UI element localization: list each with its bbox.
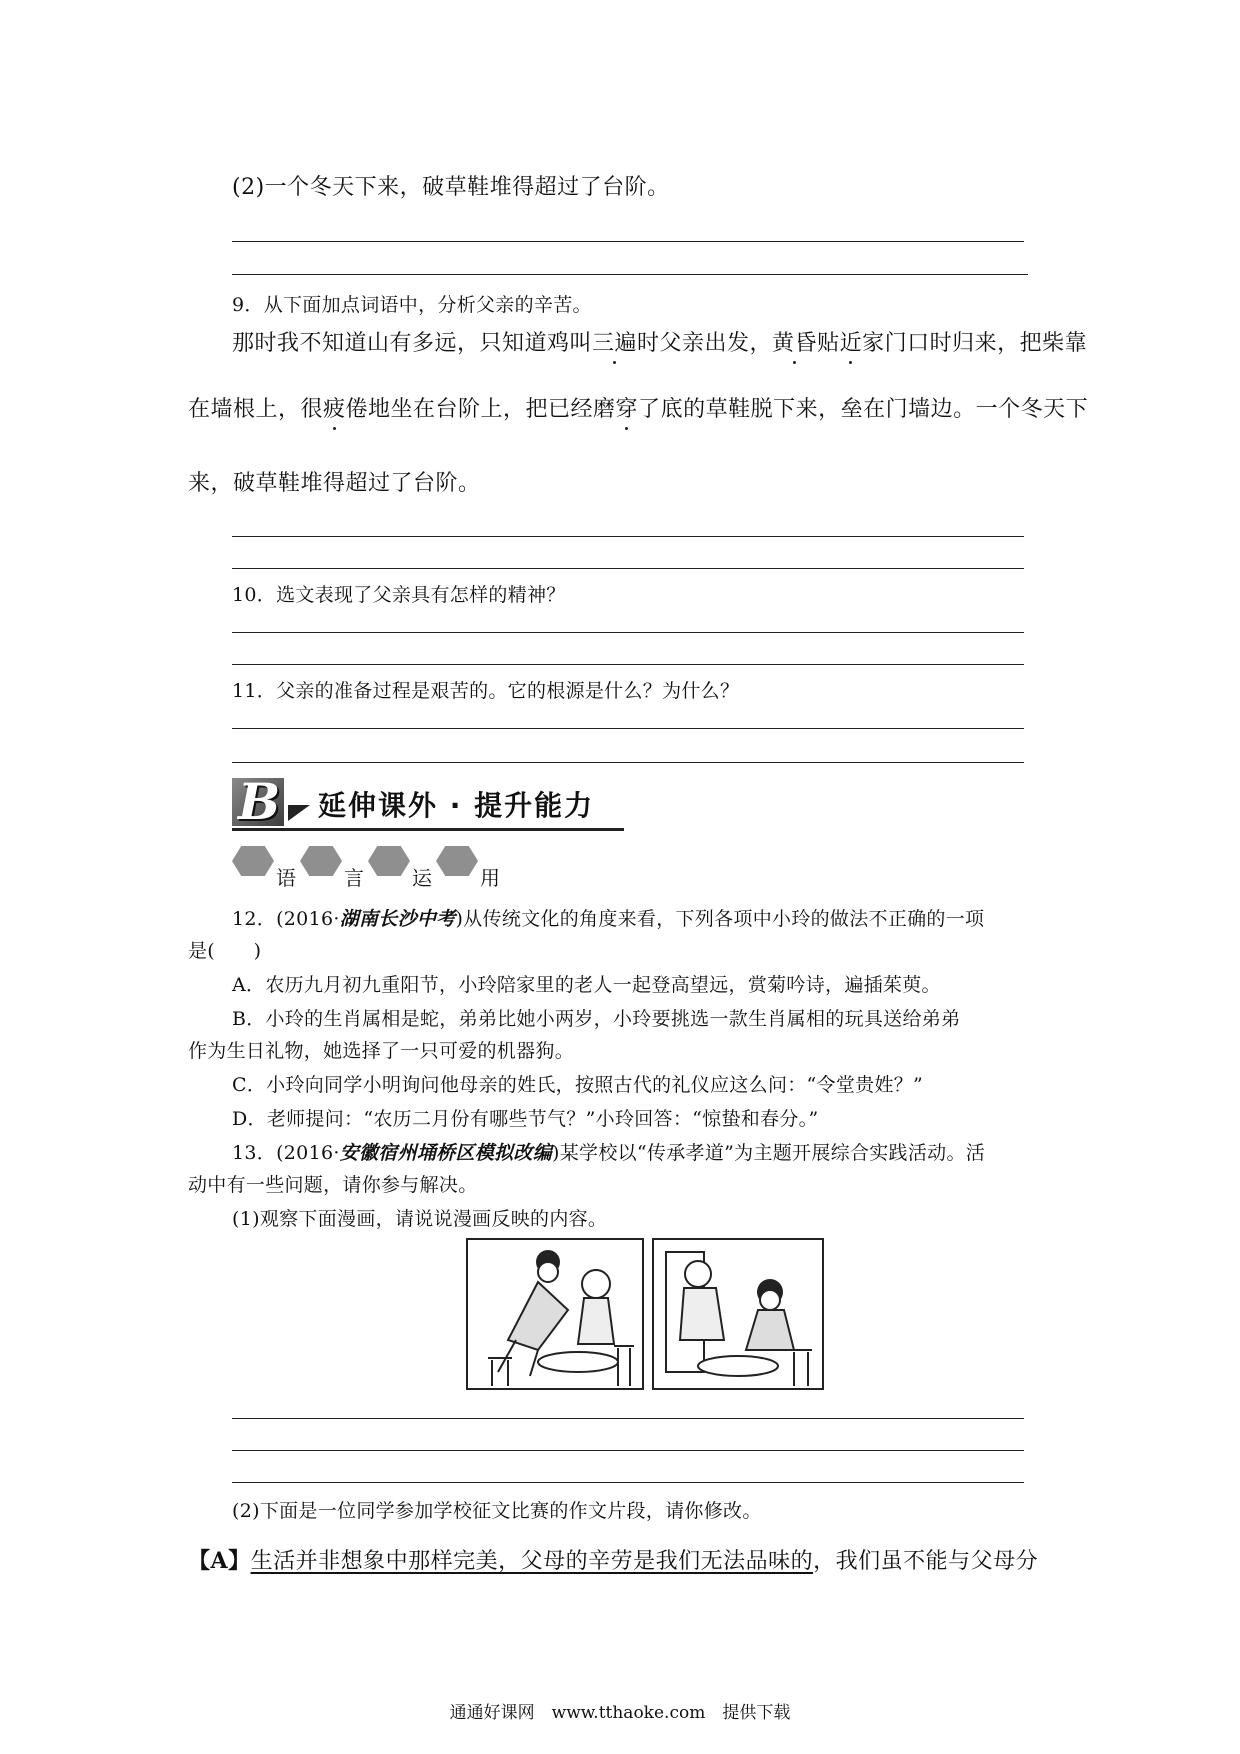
stem-text: )从传统文化的角度来看，下列各项中小玲的做法不正确的一项 [455,908,985,930]
dotted-word: 磨穿了 [593,392,661,423]
passage-text: 底的草鞋脱下来，垒在门墙边。一个冬天下 [660,397,1089,422]
q9-passage-line1 [232,326,1087,357]
q12-stem [232,904,984,931]
q12-option-b-cont: 作为生日礼物，她选择了一只可爱的机器狗。 [188,1040,575,1062]
comic-panel-mother-washing-child-feet [466,1238,644,1390]
hexagon-icon [368,846,410,876]
lang-use-char: 言 [344,866,364,890]
section-b-badge [232,772,284,831]
passage-text: 那时我不知道山有多远，只知道鸡叫 [232,331,593,356]
answer-line [232,632,1024,633]
answer-line [232,241,1024,242]
paragraph-label: 【A】 [188,1548,251,1574]
dotted-word: 三遍 [592,326,637,357]
q12-option-a: A．农历九月初九重阳节，小玲陪家里的老人一起登高望远，赏菊吟诗，遍插茱萸。 [232,974,941,996]
source-tag: 湖南长沙中考 [339,908,456,930]
q13-stem [232,1138,985,1165]
stem-text: 12．(2016· [232,908,340,930]
source-tag: 安徽宿州埇桥区模拟改编 [339,1142,552,1164]
lang-use-char: 语 [276,866,296,890]
q8-sub2-text: (2)一个冬天下来，破草鞋堆得超过了台阶。 [232,175,670,200]
q13-sub1: (1)观察下面漫画，请说说漫画反映的内容。 [232,1208,608,1230]
q12-option-d: D．老师提问：“农历二月份有哪些节气？”小玲回答：“惊蛰和春分。” [232,1108,819,1130]
answer-line [232,762,1024,763]
lang-use-char: 运 [412,866,432,890]
answer-line [232,274,1028,275]
answer-line [232,1450,1024,1451]
answer-line [232,1482,1024,1483]
q12-option-b: B．小玲的生肖属相是蛇，弟弟比她小两岁，小玲要挑选一款生肖属相的玩具送给弟弟 [232,1008,961,1030]
passage-text: 地坐在台阶上，把已经 [368,397,594,422]
answer-line [232,536,1024,537]
q10-prompt: 10．选文表现了父亲具有怎样的精神？ [232,584,566,606]
stem-text: 13．(2016· [232,1142,340,1164]
q9-passage-line2 [188,392,1088,423]
dotted-word: 很疲倦 [301,392,369,423]
passage-text: 在墙根上， [188,397,301,422]
hexagon-icon [436,846,478,876]
lang-use-char: 用 [480,866,500,890]
q9-passage-line3: 来，破草鞋堆得超过了台阶。 [188,471,481,496]
passage-text: 贴 [817,331,840,356]
dotted-word: 近 [840,326,863,357]
page-footer: 通通好课网 www.tthaoke.com 提供下载 [449,1703,791,1723]
q11-prompt: 11．父亲的准备过程是艰苦的。它的根源是什么？为什么？ [232,680,740,702]
banner-rule [232,828,624,831]
hexagon-icon [232,846,274,876]
q13-essay-paragraph [188,1544,1038,1575]
answer-line [232,1418,1024,1419]
q12-option-c: C．小玲向同学小明询问他母亲的姓氏，按照古代的礼仪应这么问：“令堂贵姓？” [232,1074,924,1096]
q13-sub2: (2)下面是一位同学参加学校征文比赛的作文片段，请你修改。 [232,1500,762,1522]
banner-arrow-icon [288,805,310,821]
q13-stem-cont: 动中有一些问题，请你参与解决。 [188,1174,478,1196]
answer-line [232,568,1024,569]
passage-text: 家门口时归来，把柴靠 [862,331,1088,356]
q12-stem-cont: 是( ) [188,940,262,962]
dotted-word: 黄昏 [772,326,817,357]
answer-line [232,728,1024,729]
answer-line [232,664,1024,665]
passage-text: 时父亲出发， [637,331,773,356]
section-b-letter: B [238,772,281,831]
q9-prompt: 9．从下面加点词语中，分析父亲的辛苦。 [232,294,592,316]
comic-panel-son-washing-mother-feet [652,1238,824,1390]
stem-text: )某学校以“传承孝道”为主题开展综合实践活动。活 [552,1142,986,1164]
hexagon-icon [300,846,342,876]
underlined-sentence: 生活并非想象中那样完美，父母的辛劳是我们无法品味的 [250,1549,814,1574]
section-b-title: 延伸课外 · 提升能力 [318,789,595,822]
paragraph-text: ，我们虽不能与父母分 [813,1549,1039,1574]
